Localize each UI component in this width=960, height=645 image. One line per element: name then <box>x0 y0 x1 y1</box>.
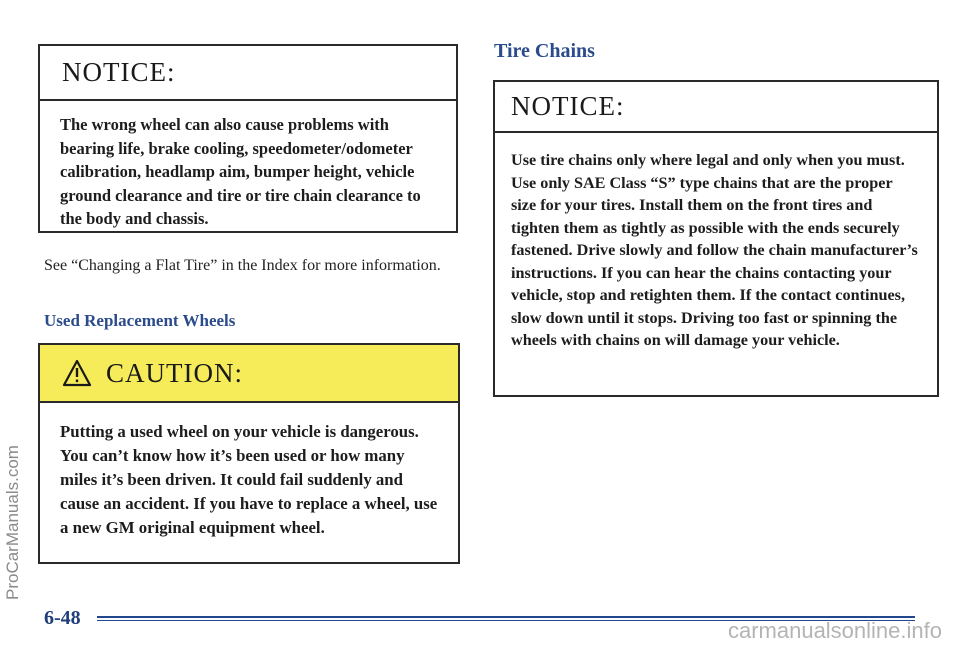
caution-box <box>38 343 460 564</box>
page-number: 6-48 <box>44 607 81 629</box>
caution-body: Putting a used wheel on your vehicle is dangerous. You can’t know how it’s been used or how many miles it’s been driven. It could fail suddenly and cause an accident. If you have to replace a wheel, use a new GM original equipment wheel. <box>60 422 438 537</box>
caution-title: CAUTION: <box>106 357 243 388</box>
notice-box-tire-chains <box>493 80 939 397</box>
see-index-text: See “Changing a Flat Tire” in the Index for more information. <box>44 257 441 274</box>
caution-header <box>40 345 458 403</box>
notice-box-wrong-wheel <box>38 44 458 233</box>
side-watermark: ProCarManuals.com <box>3 445 22 600</box>
tire-chains-heading: Tire Chains <box>494 40 595 62</box>
bottom-watermark: carmanualsonline.info <box>727 618 942 643</box>
notice-body: The wrong wheel can also cause problems with bearing life, brake cooling, speedometer/odometer calibration, headlamp aim, bumper height, vehicle ground clearance and tire or tire chain clearance to the body and chassis. <box>60 115 421 228</box>
notice-title: NOTICE: <box>40 46 456 101</box>
notice-body: Use tire chains only where legal and only when you must. Use only SAE Class “S” type chains that are the proper size for your tires. Install them on the front tires and tighten them as tightly as possible with the ends securely fastened. Drive slowly and follow the chain manufacturer’s instructions. If you can hear the chains contacting your vehicle, stop and retighten them. If the contact continues, slow down until it stops. Driving too fast or spinning the wheels with chains on will damage your vehicle. <box>511 151 918 349</box>
warning-triangle-icon <box>62 359 92 387</box>
notice-title: NOTICE: <box>495 82 937 133</box>
used-wheels-heading: Used Replacement Wheels <box>44 311 236 330</box>
